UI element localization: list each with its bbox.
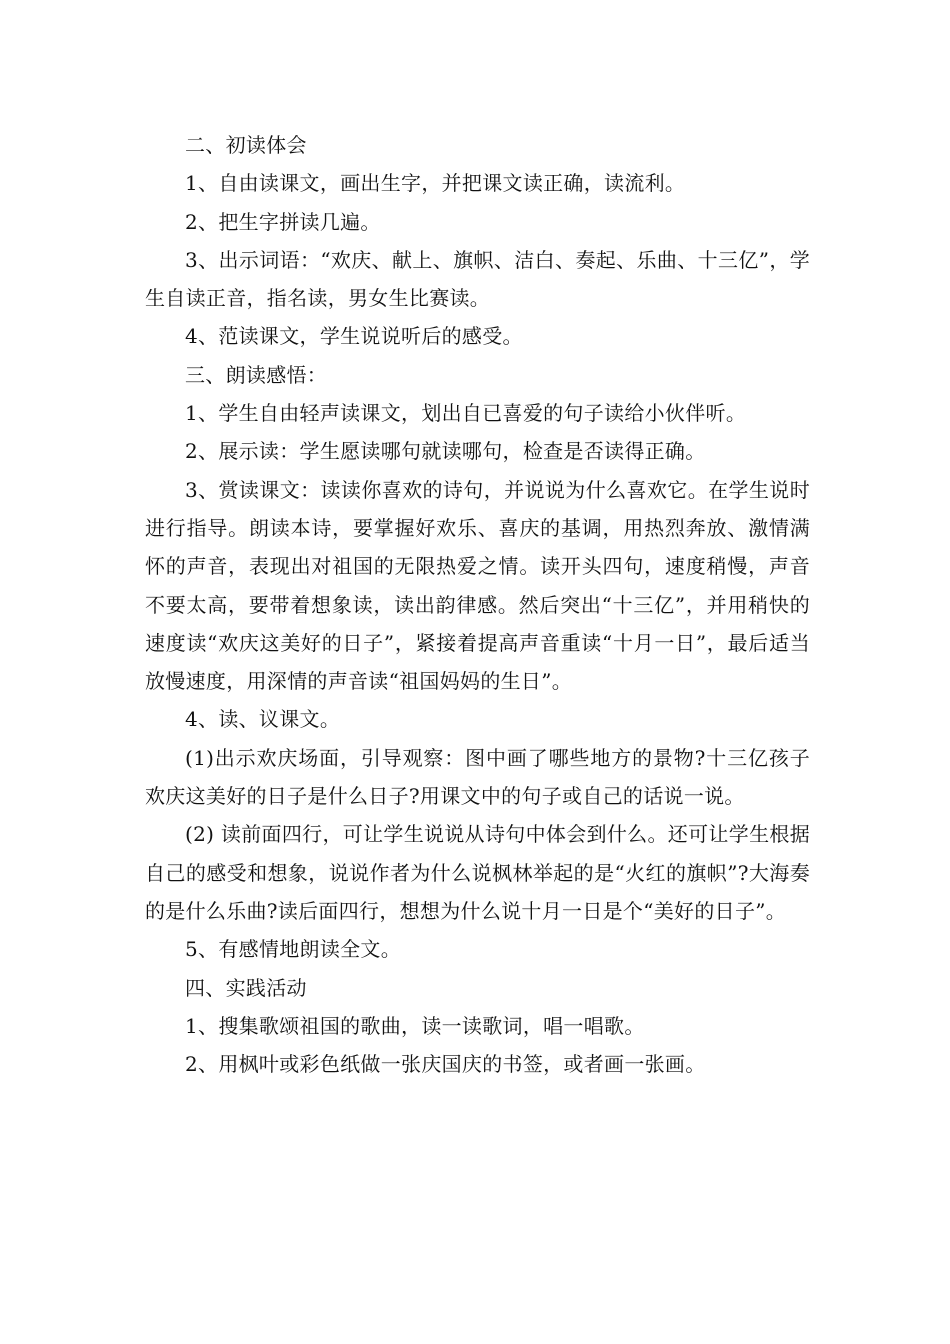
paragraph: 1、自由读课文，画出生字，并把课文读正确，读流利。 [185,171,686,196]
paragraph: 4、读、议课文。 [185,707,341,732]
paragraph: 5、有感情地朗读全文。 [185,937,402,962]
paragraph: 4、范读课文，学生说说听后的感受。 [185,324,523,349]
section-heading-reading-insight: 三、朗读感悟： [185,362,328,387]
paragraph: 2、用枫叶或彩色纸做一张庆国庆的书签，或者画一张画。 [185,1052,706,1077]
paragraph: 1、搜集歌颂祖国的歌曲，读一读歌词，唱一唱歌。 [185,1013,645,1038]
document-body [145,126,810,1083]
section-heading-practice: 四、实践活动 [185,975,307,1000]
paragraph: 2、把生字拼读几遍。 [185,209,381,234]
paragraph: 3、赏读课文：读读你喜欢的诗句，并说说为什么喜欢它。在学生说时进行指导。朗读本诗，要掌握好欢乐、喜庆的基调，用热烈奔放、激情满怀的声音，表现出对祖国的无限热爱之情。读开头四句，速度稍慢，声音不要太高，要带着想象读，读出韵律感。然后突出“十三亿”，并用稍快的速度读“欢庆这美好的日子”，紧接着提高声音重读“十月一日”，最后适当放慢速度，用深情的声音读“祖国妈妈的生日”。 [145,477,810,694]
paragraph: 2、展示读：学生愿读哪句就读哪句，检查是否读得正确。 [185,439,706,464]
paragraph: 1、学生自由轻声读课文，划出自已喜爱的句子读给小伙伴听。 [185,401,747,426]
paragraph: 3、出示词语：“欢庆、献上、旗帜、洁白、奏起、乐曲、十三亿”，学生自读正音，指名读，男女生比赛读。 [145,247,810,311]
paragraph: (1)出示欢庆场面，引导观察：图中画了哪些地方的景物?十三亿孩子欢庆这美好的日子是什么日子?用课文中的句子或自己的话说一说。 [145,745,810,809]
paragraph: (2) 读前面四行，可让学生说说从诗句中体会到什么。还可让学生根据自己的感受和想象，说说作者为什么说枫林举起的是“火红的旗帜”?大海奏的是什么乐曲?读后面四行，想想为什么说十月一日是个“美好的日子”。 [145,822,810,923]
section-heading-initial-reading: 二、初读体会 [185,133,307,157]
